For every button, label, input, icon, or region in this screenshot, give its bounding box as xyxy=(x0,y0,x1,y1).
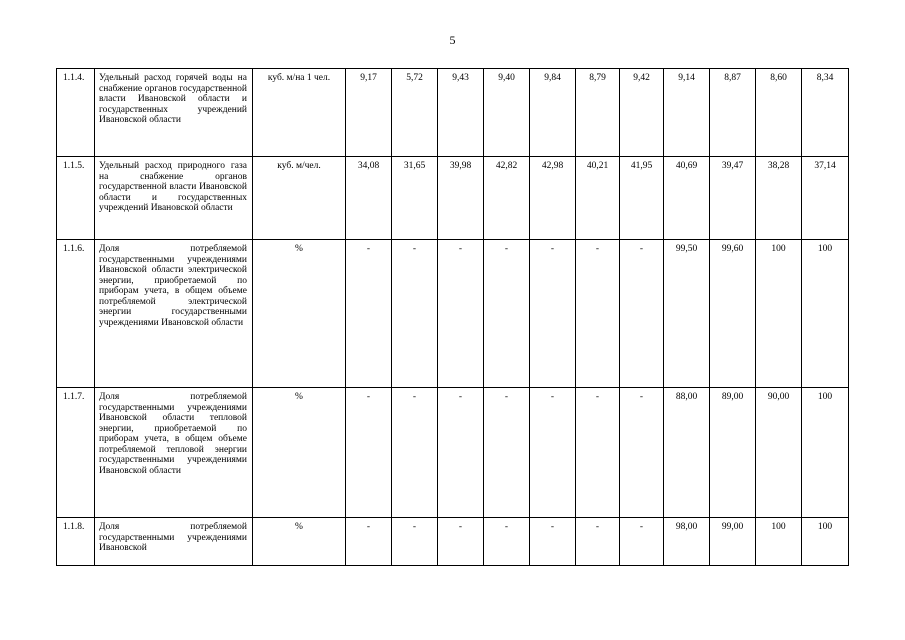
value-cell: - xyxy=(620,388,664,518)
table-row xyxy=(57,157,849,240)
value-cell: - xyxy=(576,518,620,566)
value-cell: - xyxy=(346,518,392,566)
value-cell: 9,42 xyxy=(620,69,664,157)
value-cell: - xyxy=(576,388,620,518)
value-cell: 9,17 xyxy=(346,69,392,157)
value-cell: - xyxy=(392,518,438,566)
row-description: Доля потребляемой государственными учреждениями Ивановской области тепловой энергии, приобретаемой по приборам учета, в общем объеме потребляемой тепловой энергии государственными учреждениями Ивановской области xyxy=(95,388,253,518)
value-cell: - xyxy=(438,388,484,518)
value-cell: 9,14 xyxy=(664,69,710,157)
value-cell: 42,98 xyxy=(530,157,576,240)
value-cell: - xyxy=(530,388,576,518)
value-cell: 40,21 xyxy=(576,157,620,240)
value-cell: 88,00 xyxy=(664,388,710,518)
value-cell: 41,95 xyxy=(620,157,664,240)
value-cell: - xyxy=(620,518,664,566)
value-cell: 99,00 xyxy=(710,518,756,566)
value-cell: 8,79 xyxy=(576,69,620,157)
row-unit: куб. м/на 1 чел. xyxy=(253,69,346,157)
page-number: 5 xyxy=(449,33,456,47)
value-cell: 99,50 xyxy=(664,240,710,388)
value-cell: 98,00 xyxy=(664,518,710,566)
row-number: 1.1.5. xyxy=(57,157,95,240)
value-cell: 8,34 xyxy=(802,69,849,157)
row-unit: куб. м/чел. xyxy=(253,157,346,240)
value-cell: 5,72 xyxy=(392,69,438,157)
value-cell: 31,65 xyxy=(392,157,438,240)
value-cell: - xyxy=(484,518,530,566)
value-cell: 9,84 xyxy=(530,69,576,157)
value-cell: - xyxy=(392,388,438,518)
indicators-table xyxy=(56,68,849,566)
row-description: Доля потребляемой государственными учреждениями Ивановской xyxy=(95,518,253,566)
value-cell: 8,60 xyxy=(756,69,802,157)
row-number: 1.1.7. xyxy=(57,388,95,518)
value-cell: 9,40 xyxy=(484,69,530,157)
table-row xyxy=(57,518,849,566)
value-cell: 100 xyxy=(802,240,849,388)
value-cell: 38,28 xyxy=(756,157,802,240)
value-cell: - xyxy=(392,240,438,388)
value-cell: 37,14 xyxy=(802,157,849,240)
row-number: 1.1.4. xyxy=(57,69,95,157)
value-cell: 100 xyxy=(802,518,849,566)
row-description: Доля потребляемой государственными учреждениями Ивановской области электрической энергии, приобретаемой по приборам учета, в общем объеме потребляемой электрической энергии государственными учреждениями Ивановской области xyxy=(95,240,253,388)
value-cell: - xyxy=(438,240,484,388)
row-unit: % xyxy=(253,388,346,518)
value-cell: 89,00 xyxy=(710,388,756,518)
table-row xyxy=(57,240,849,388)
row-number: 1.1.6. xyxy=(57,240,95,388)
value-cell: - xyxy=(346,240,392,388)
value-cell: 100 xyxy=(756,518,802,566)
value-cell: 9,43 xyxy=(438,69,484,157)
table-row xyxy=(57,388,849,518)
value-cell: 90,00 xyxy=(756,388,802,518)
row-description: Удельный расход горячей воды на снабжение органов государственной власти Ивановской области и государственных учреждений Ивановской области xyxy=(95,69,253,157)
value-cell: 34,08 xyxy=(346,157,392,240)
value-cell: - xyxy=(484,240,530,388)
table-row xyxy=(57,69,849,157)
value-cell: - xyxy=(438,518,484,566)
value-cell: 100 xyxy=(756,240,802,388)
value-cell: 99,60 xyxy=(710,240,756,388)
row-description: Удельный расход природного газа на снабжение органов государственной власти Ивановской области и государственных учреждений Ивановской области xyxy=(95,157,253,240)
row-unit: % xyxy=(253,240,346,388)
value-cell: - xyxy=(620,240,664,388)
value-cell: 39,98 xyxy=(438,157,484,240)
value-cell: 100 xyxy=(802,388,849,518)
value-cell: - xyxy=(576,240,620,388)
value-cell: 39,47 xyxy=(710,157,756,240)
value-cell: 40,69 xyxy=(664,157,710,240)
row-unit: % xyxy=(253,518,346,566)
value-cell: - xyxy=(530,240,576,388)
value-cell: 8,87 xyxy=(710,69,756,157)
row-number: 1.1.8. xyxy=(57,518,95,566)
value-cell: - xyxy=(530,518,576,566)
value-cell: 42,82 xyxy=(484,157,530,240)
value-cell: - xyxy=(484,388,530,518)
value-cell: - xyxy=(346,388,392,518)
